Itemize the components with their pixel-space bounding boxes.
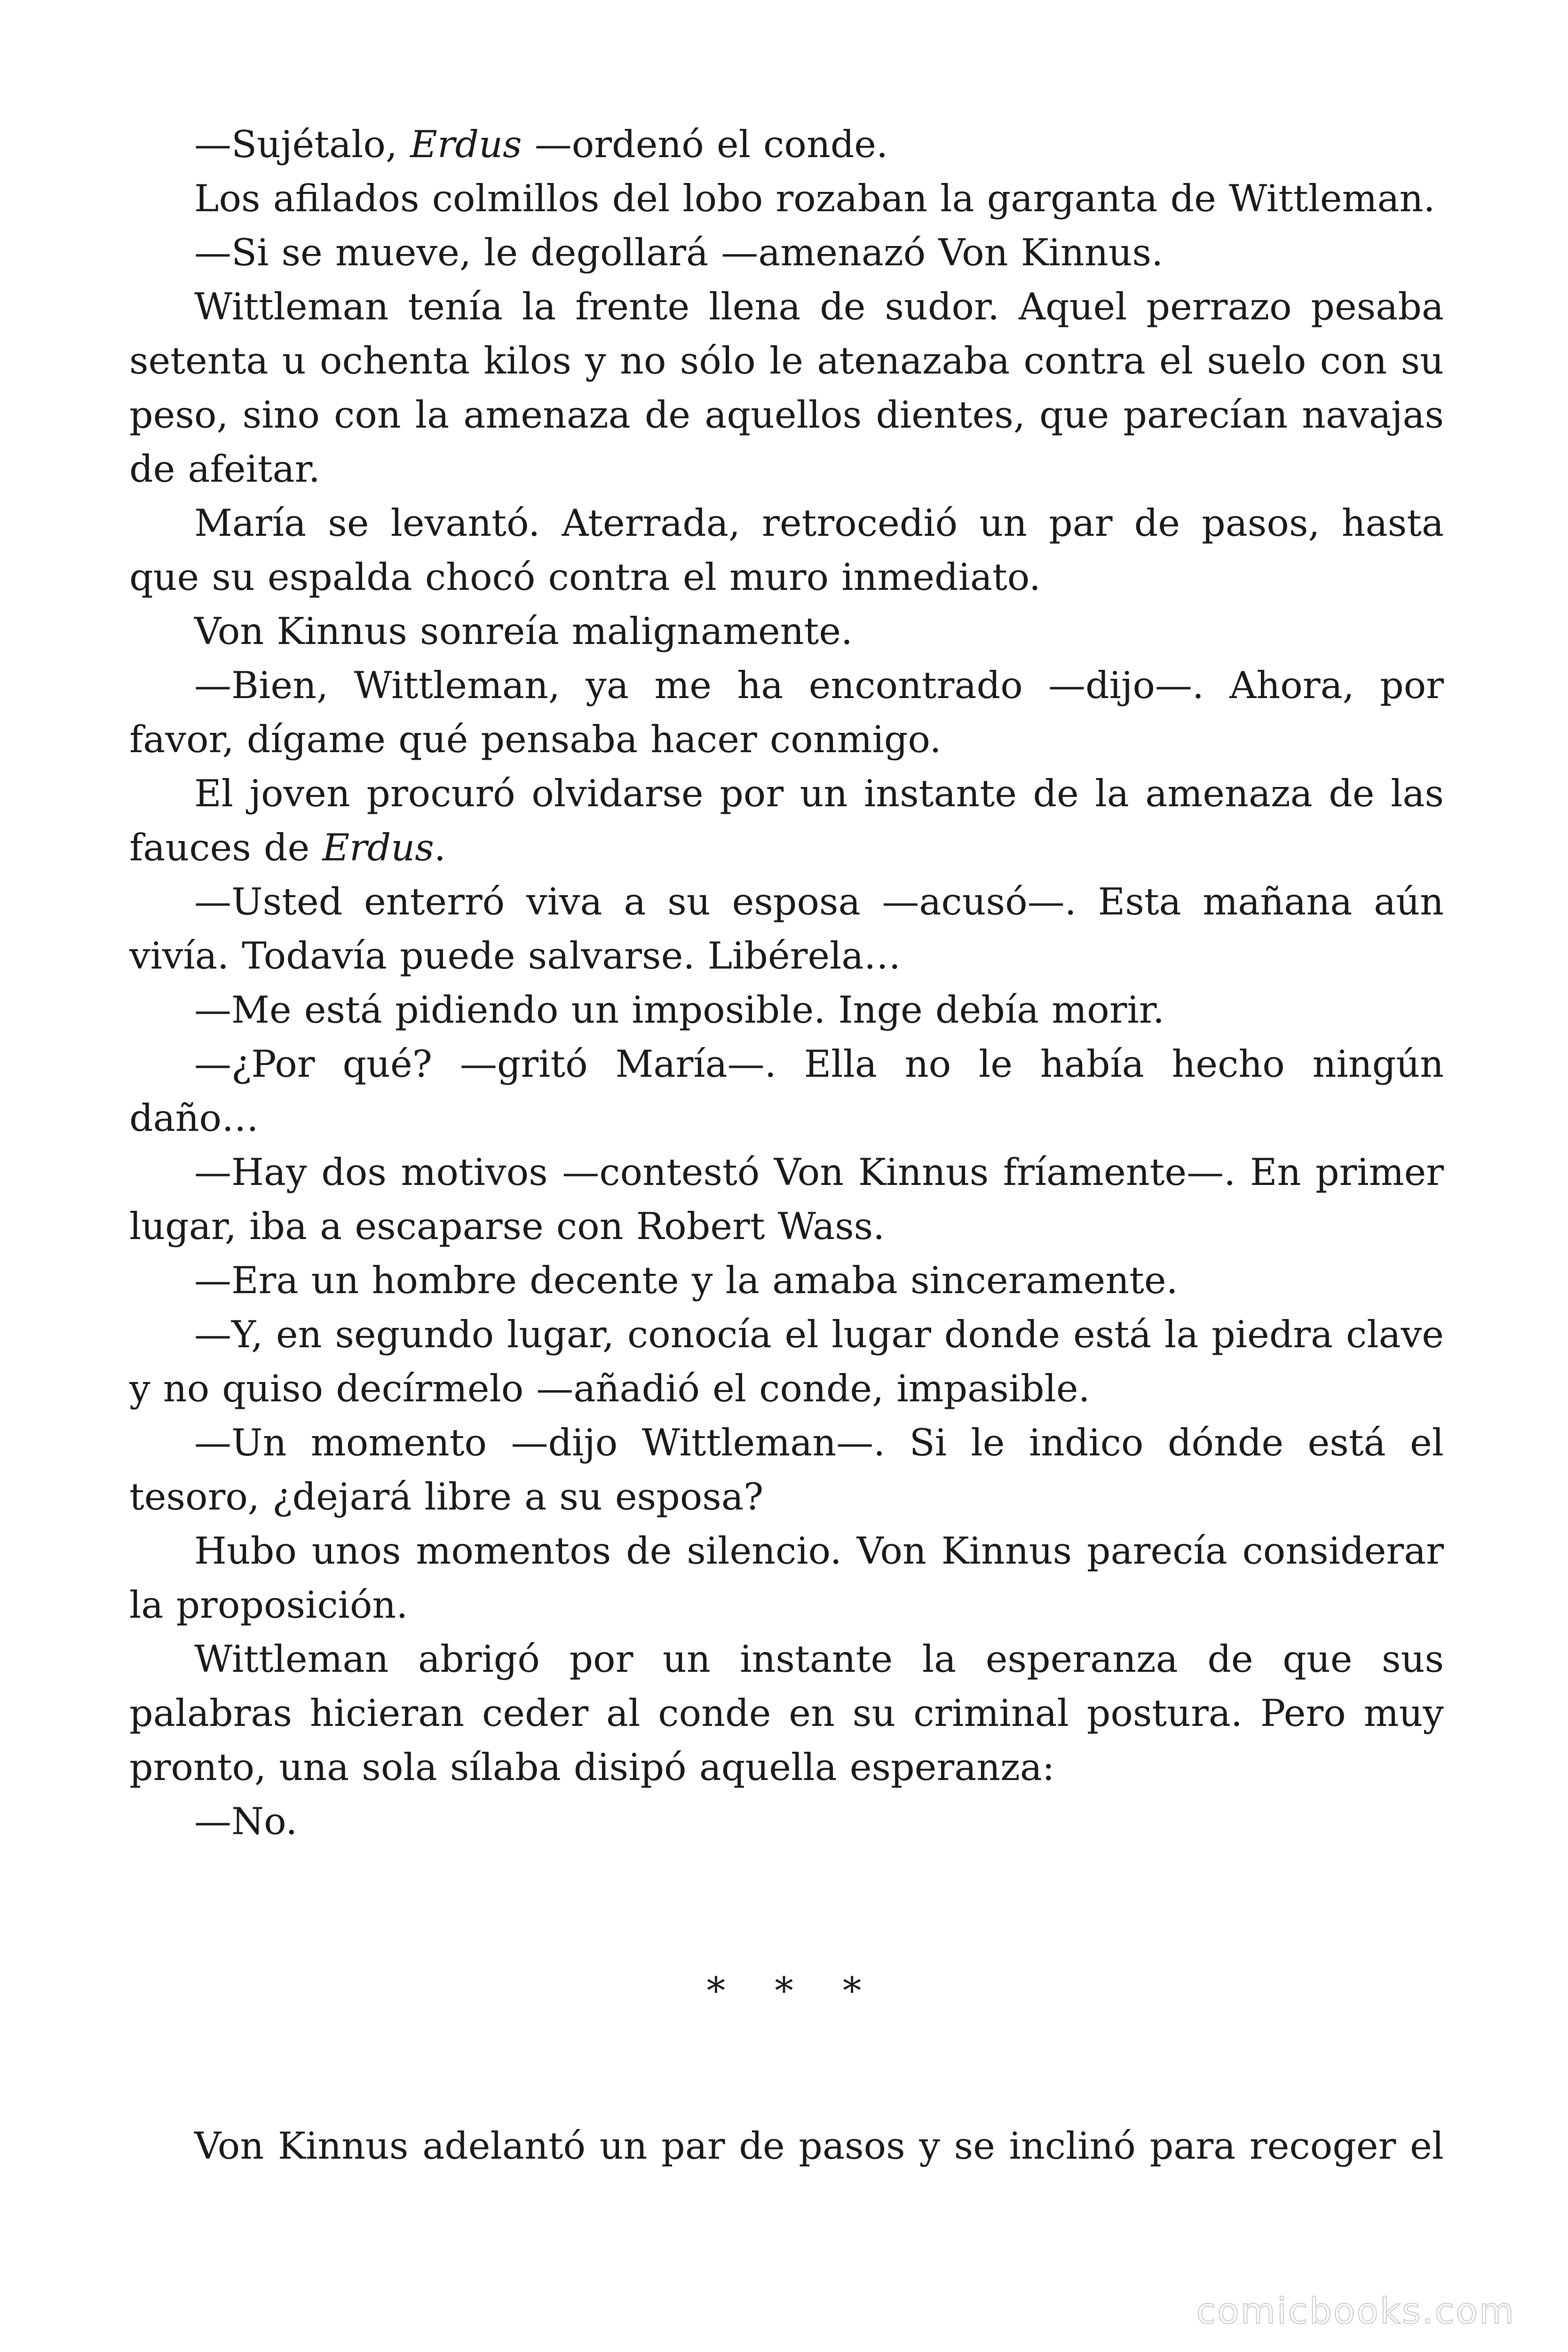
italic-name: Erdus [322, 826, 434, 869]
paragraph: Wittleman abrigó por un instante la esperanza de que sus palabras hicieran ceder al conde en su criminal postura. Pero muy pronto, una sola sílaba disipó aquella esperanza: [129, 1637, 1444, 1789]
paragraph: —Era un hombre decente y la amaba sinceramente. [194, 1259, 1178, 1302]
paragraph: —No. [194, 1800, 298, 1843]
body-text [129, 118, 1444, 1849]
italic-name: Erdus [410, 123, 522, 166]
paragraph: Von Kinnus sonreía malignamente. [194, 610, 853, 653]
paragraph: —Un momento —dijo Wittleman—. Si le indico dónde está el tesoro, ¿dejará libre a su esposa? [129, 1421, 1444, 1518]
paragraph: —Y, en segundo lugar, conocía el lugar donde está la piedra clave y no quiso decírmelo —añadió el conde, impasible. [129, 1313, 1444, 1410]
paragraph: —Sujétalo, Erdus —ordenó el conde. [194, 123, 888, 166]
paragraph: Von Kinnus adelantó un par de pasos y se inclinó para recoger el [194, 2124, 1444, 2168]
paragraph: —¿Por qué? —gritó María—. Ella no le había hecho ningún daño… [129, 1042, 1444, 1140]
section-separator: * * * [706, 1969, 880, 2012]
paragraph: El joven procuró olvidarse por un instante de la amenaza de las fauces de Erdus. [129, 772, 1444, 869]
paragraph: —Bien, Wittleman, ya me ha encontrado —dijo—. Ahora, por favor, dígame qué pensaba hacer conmigo. [129, 664, 1444, 761]
paragraph: Hubo unos momentos de silencio. Von Kinnus parecía considerar la proposición. [129, 1529, 1444, 1627]
continuation-text [129, 2119, 1444, 2173]
paragraph: Los afilados colmillos del lobo rozaban la garganta de Wittleman. [194, 177, 1435, 220]
paragraph: Wittleman tenía la frente llena de sudor. Aquel perrazo pesaba setenta u ochenta kilos y no sólo le atenazaba contra el suelo con su peso, sino con la amenaza de aquellos dientes, que parecían navajas de afeitar. [129, 285, 1444, 491]
paragraph: —Usted enterró viva a su esposa —acusó—. Esta mañana aún vivía. Todavía puede salvarse. Libérela… [129, 880, 1444, 977]
paragraph: —Hay dos motivos —contestó Von Kinnus fríamente—. En primer lugar, iba a escaparse con Robert Wass. [129, 1151, 1444, 1248]
paragraph: María se levantó. Aterrada, retrocedió un par de pasos, hasta que su espalda chocó contra el muro inmediato. [129, 501, 1444, 599]
paragraph: —Si se mueve, le degollará —amenazó Von Kinnus. [194, 231, 1164, 274]
paragraph: —Me está pidiendo un imposible. Inge debía morir. [194, 988, 1164, 1032]
watermark: comicbooks.com [1196, 2290, 1515, 2332]
